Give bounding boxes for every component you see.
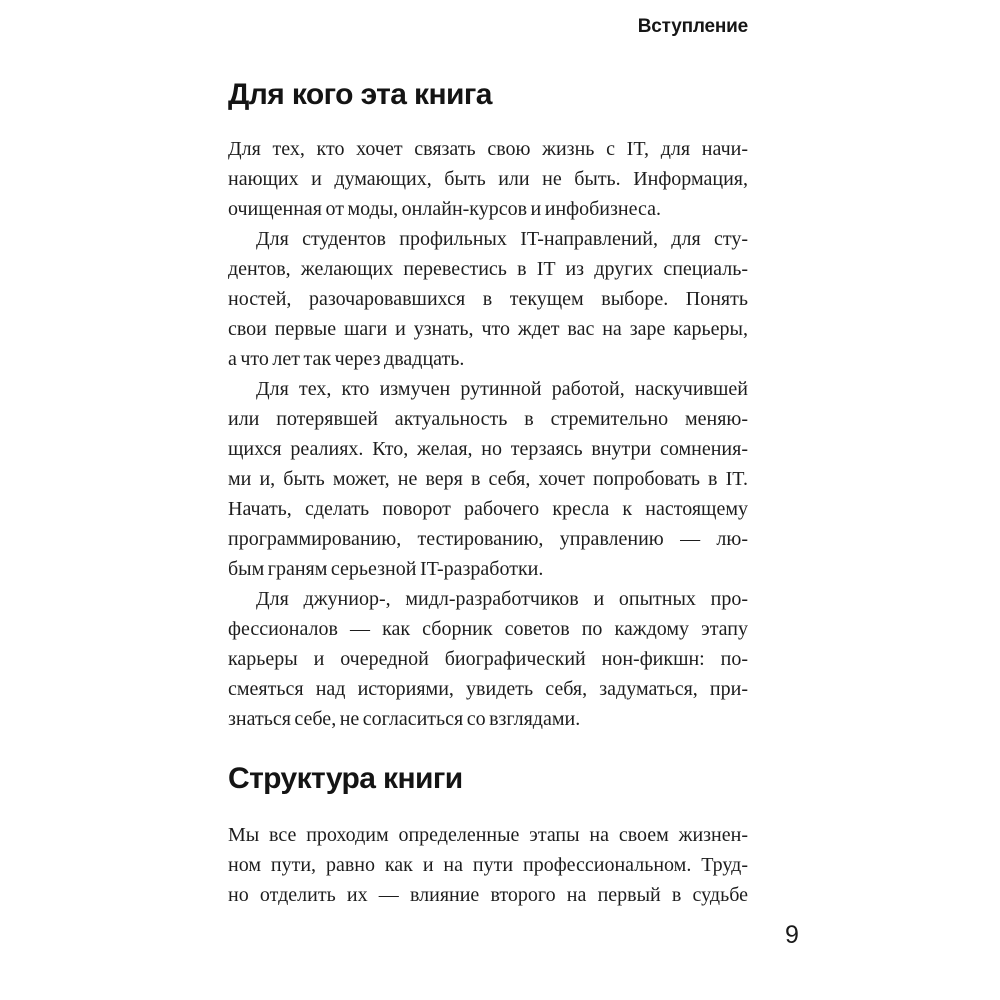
running-header: Вступление — [637, 16, 748, 37]
text-line: а что лет так через двадцать. — [228, 348, 465, 370]
text-line: щихся реалиях. Кто, желая, но терзаясь внутри сомнения- — [228, 438, 748, 460]
paragraph — [228, 820, 748, 910]
text-line: бым граням серьезной IT-разработки. — [228, 558, 544, 580]
text-line: фессионалов — как сборник советов по каждому этапу — [228, 618, 748, 640]
text-line: Для тех, кто измучен рутинной работой, наскучившей — [256, 378, 748, 400]
page-number: 9 — [785, 921, 799, 949]
text-line: программированию, тестированию, управлению — лю- — [228, 528, 748, 550]
paragraph — [228, 374, 748, 584]
paragraph — [228, 584, 748, 734]
text-line: нающих и думающих, быть или не быть. Информация, — [228, 168, 748, 190]
text-line: Для студентов профильных IT-направлений, для сту- — [256, 228, 748, 250]
paragraph — [228, 224, 748, 374]
section — [228, 762, 748, 910]
text-line: Начать, сделать поворот рабочего кресла к настоящему — [228, 498, 748, 520]
text-line: ностей, разочаровавшихся в текущем выборе. Понять — [228, 288, 748, 310]
section-heading: Для кого эта книга — [228, 78, 492, 111]
paragraph — [228, 134, 748, 224]
text-line: ном пути, равно как и на пути профессиональном. Труд- — [228, 854, 748, 876]
text-line: или потерявшей актуальность в стремительно меняю- — [228, 408, 748, 430]
text-line: Для тех, кто хочет связать свою жизнь с IT, для начи- — [228, 138, 748, 160]
text-line: карьеры и очередной биографический нон-фикшн: по- — [228, 648, 748, 670]
section-heading: Структура книги — [228, 762, 463, 795]
text-line: очищенная от моды, онлайн-курсов и инфобизнеса. — [228, 198, 661, 220]
text-line: смеяться над историями, увидеть себя, задуматься, при- — [228, 678, 748, 700]
text-line: дентов, желающих перевестись в IT из других специаль- — [228, 258, 748, 280]
text-line: Мы все проходим определенные этапы на своем жизнен- — [228, 824, 748, 846]
section — [228, 78, 748, 734]
text-line: Для джуниор-, мидл-разработчиков и опытных про- — [256, 588, 748, 610]
text-column — [228, 16, 748, 910]
page-body — [228, 78, 748, 910]
text-line: знаться себе, не согласиться со взглядами. — [228, 708, 581, 730]
text-line: ми и, быть может, не веря в себя, хочет попробовать в IT. — [228, 468, 748, 490]
text-line: свои первые шаги и узнать, что ждет вас на заре карьеры, — [228, 318, 748, 340]
text-line: но отделить их — влияние второго на первый в судьбе — [228, 884, 748, 906]
